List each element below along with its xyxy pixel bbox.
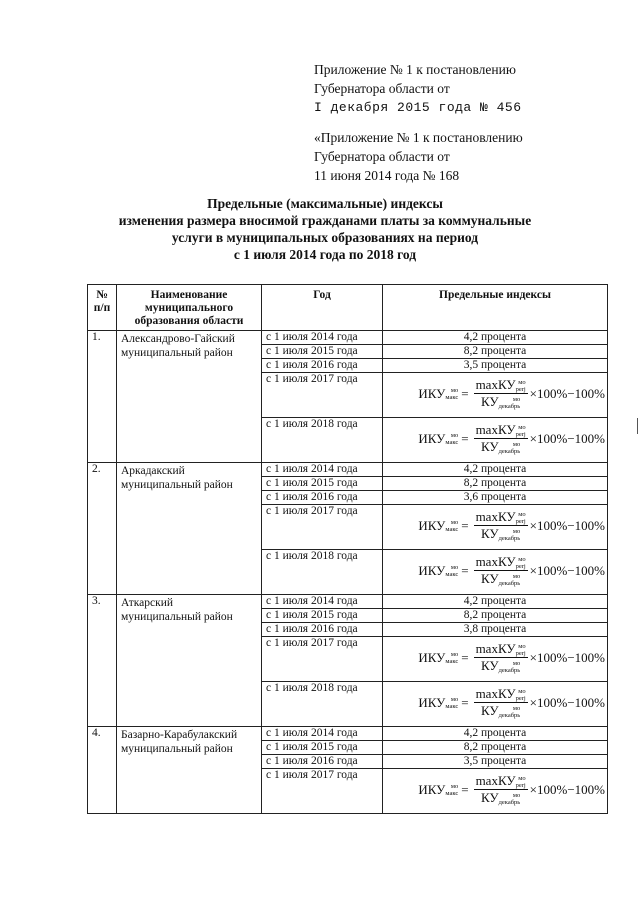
formula-index-stack: [516, 556, 526, 570]
formula-lhs: ИКУ: [418, 781, 446, 797]
year-cell: с 1 июля 2014 года: [262, 463, 383, 477]
index-value-cell: 8,2 процента: [383, 609, 608, 623]
table-body: [88, 331, 608, 814]
header-num: [88, 285, 117, 331]
formula-tail: ×100%−100%: [529, 385, 605, 401]
formula-subscript: реrj: [515, 782, 526, 790]
header-name-line2: муниципального: [144, 302, 234, 314]
formula-denominator: [479, 526, 522, 542]
appendix-header-old: [314, 128, 523, 185]
municipality-name: [117, 463, 262, 595]
formula-den-text: КУ: [480, 526, 499, 542]
index-value-cell: 3,6 процента: [383, 491, 608, 505]
formula-num-text: maxКУ: [475, 422, 516, 437]
formula-subscript: реrj: [515, 431, 526, 439]
index-value-cell: 8,2 процента: [383, 345, 608, 359]
formula-index-stack: [499, 660, 521, 674]
year-cell: с 1 июля 2016 года: [262, 359, 383, 373]
year-cell: с 1 июля 2016 года: [262, 755, 383, 769]
formula-den-text: КУ: [480, 571, 499, 587]
header-index: Предельные индексы: [383, 285, 608, 331]
year-cell: с 1 июля 2018 года: [262, 418, 383, 463]
formula-subscript: декабрь: [498, 580, 521, 588]
index-value-cell: 3,8 процента: [383, 623, 608, 637]
year-cell: с 1 июля 2015 года: [262, 477, 383, 491]
table-row: [88, 331, 608, 345]
formula: [418, 509, 605, 542]
formula-subscript: реrj: [515, 695, 526, 703]
header-name-line3: образования области: [134, 315, 244, 327]
formula-index-stack: [445, 696, 458, 710]
municipality-name-line2: муниципальный район: [121, 347, 233, 359]
formula-subscript: макс: [445, 657, 459, 665]
formula: [418, 773, 605, 806]
formula-index-stack: [445, 651, 458, 665]
title-line1: Предельные (максимальные) индексы: [207, 196, 443, 211]
formula-tail: ×100%−100%: [529, 517, 605, 533]
formula-subscript: декабрь: [498, 535, 521, 543]
formula-subscript: макс: [445, 525, 459, 533]
index-value-cell: 8,2 процента: [383, 477, 608, 491]
formula-den-text: КУ: [480, 439, 499, 455]
formula-index-stack: [499, 705, 521, 719]
formula-denominator: [479, 703, 522, 719]
year-cell: с 1 июля 2014 года: [262, 331, 383, 345]
formula-fraction: [474, 377, 528, 410]
formula: [418, 686, 605, 719]
row-number: 3.: [88, 595, 117, 727]
document-title: [60, 195, 590, 263]
formula-superscript: мо: [518, 775, 526, 783]
appendix-header-new: [314, 60, 522, 117]
header-num-line2: п/п: [93, 302, 111, 314]
formula-numerator: [474, 422, 528, 439]
formula-den-text: КУ: [480, 703, 499, 719]
formula-numerator: [474, 554, 528, 571]
formula-index-stack: [516, 775, 526, 789]
formula-superscript: мо: [518, 556, 526, 564]
formula-subscript: декабрь: [498, 712, 521, 720]
formula-denominator: [479, 790, 522, 806]
municipality-name: [117, 331, 262, 463]
formula-subscript: макс: [445, 393, 459, 401]
formula-fraction: [474, 773, 528, 806]
header-name-line1: Наименование: [150, 289, 228, 301]
municipality-name-line1: Аткарский: [121, 597, 174, 609]
formula-index-stack: [516, 424, 526, 438]
year-cell: с 1 июля 2016 года: [262, 491, 383, 505]
formula-lhs: ИКУ: [418, 430, 446, 446]
formula-denominator: [479, 439, 522, 455]
formula-den-text: КУ: [480, 394, 499, 410]
formula-fraction: [474, 554, 528, 587]
formula-subscript: макс: [445, 702, 459, 710]
formula: [418, 377, 605, 410]
formula-index-stack: [499, 441, 521, 455]
formula-lhs: ИКУ: [418, 517, 446, 533]
formula-superscript: мо: [512, 705, 521, 713]
formula-num-text: maxКУ: [475, 686, 516, 701]
formula-tail: ×100%−100%: [529, 430, 605, 446]
header-name: [117, 285, 262, 331]
formula-superscript: мо: [512, 528, 521, 536]
formula-superscript: мо: [518, 379, 526, 387]
year-cell: с 1 июля 2017 года: [262, 637, 383, 682]
year-cell: с 1 июля 2017 года: [262, 769, 383, 814]
formula-subscript: декабрь: [498, 403, 521, 411]
formula-superscript: мо: [450, 650, 459, 658]
header-new-line2: Губернатора области от: [314, 81, 450, 96]
formula-superscript: мо: [450, 782, 459, 790]
formula-superscript: мо: [512, 441, 521, 449]
formula-superscript: мо: [512, 660, 521, 668]
formula-num-text: maxКУ: [475, 554, 516, 569]
formula: [418, 641, 605, 674]
title-line4: с 1 июля 2014 года по 2018 год: [233, 247, 417, 262]
formula-tail: ×100%−100%: [529, 781, 605, 797]
formula-numerator: [474, 377, 528, 394]
formula-index-stack: [499, 528, 521, 542]
formula-lhs: ИКУ: [418, 649, 446, 665]
formula-num-text: maxКУ: [475, 641, 516, 656]
municipality-name-line1: Базарно-Карабулакский: [121, 729, 238, 741]
formula-subscript: реrj: [515, 386, 526, 394]
index-formula-cell: [383, 550, 608, 595]
formula-subscript: реrj: [515, 650, 526, 658]
title-line3: услуги в муниципальных образованиях на период: [171, 230, 479, 245]
formula-tail: ×100%−100%: [529, 562, 605, 578]
index-formula-cell: [383, 682, 608, 727]
municipality-name: [117, 727, 262, 814]
formula-index-stack: [516, 643, 526, 657]
formula-eq: =: [461, 694, 469, 710]
formula-lhs: ИКУ: [418, 385, 446, 401]
formula-fraction: [474, 641, 528, 674]
scan-edge-mark: [637, 418, 638, 434]
municipality-name: [117, 595, 262, 727]
index-value-cell: 4,2 процента: [383, 727, 608, 741]
formula-subscript: макс: [445, 789, 459, 797]
formula-index-stack: [445, 564, 458, 578]
formula-superscript: мо: [450, 431, 459, 439]
formula-tail: ×100%−100%: [529, 694, 605, 710]
formula-lhs: ИКУ: [418, 562, 446, 578]
formula-eq: =: [461, 517, 469, 533]
formula-fraction: [474, 422, 528, 455]
formula: [418, 422, 605, 455]
year-cell: с 1 июля 2016 года: [262, 623, 383, 637]
row-number: 4.: [88, 727, 117, 814]
formula-eq: =: [461, 649, 469, 665]
formula-num-text: maxКУ: [475, 773, 516, 788]
formula-index-stack: [516, 511, 526, 525]
municipality-name-line2: муниципальный район: [121, 479, 233, 491]
municipality-name-line2: муниципальный район: [121, 743, 233, 755]
index-formula-cell: [383, 769, 608, 814]
formula-numerator: [474, 509, 528, 526]
header-new-line3: I декабря 2015 года № 456: [314, 100, 522, 115]
index-value-cell: 4,2 процента: [383, 595, 608, 609]
index-value-cell: 8,2 процента: [383, 741, 608, 755]
index-value-cell: 4,2 процента: [383, 463, 608, 477]
header-old-line1: «Приложение № 1 к постановлению: [314, 130, 523, 145]
formula-numerator: [474, 686, 528, 703]
municipality-name-line1: Аркадакский: [121, 465, 185, 477]
formula: [418, 554, 605, 587]
formula-index-stack: [445, 783, 458, 797]
row-number: 2.: [88, 463, 117, 595]
formula-denominator: [479, 394, 522, 410]
formula-superscript: мо: [518, 688, 526, 696]
formula-index-stack: [499, 573, 521, 587]
formula-index-stack: [499, 792, 521, 806]
header-old-line3: 11 июня 2014 года № 168: [314, 168, 460, 183]
formula-superscript: мо: [518, 424, 526, 432]
formula-superscript: мо: [512, 573, 521, 581]
formula-superscript: мо: [512, 792, 521, 800]
year-cell: с 1 июля 2015 года: [262, 345, 383, 359]
header-new-line1: Приложение № 1 к постановлению: [314, 62, 516, 77]
formula-subscript: макс: [445, 570, 459, 578]
year-cell: с 1 июля 2018 года: [262, 682, 383, 727]
formula-subscript: реrj: [515, 563, 526, 571]
formula-subscript: декабрь: [498, 799, 521, 807]
formula-index-stack: [516, 688, 526, 702]
formula-subscript: декабрь: [498, 667, 521, 675]
formula-superscript: мо: [450, 695, 459, 703]
table-row: [88, 595, 608, 609]
formula-subscript: реrj: [515, 518, 526, 526]
year-cell: с 1 июля 2014 года: [262, 595, 383, 609]
year-cell: с 1 июля 2017 года: [262, 505, 383, 550]
formula-numerator: [474, 773, 528, 790]
formula-superscript: мо: [518, 643, 526, 651]
index-table: [87, 284, 608, 814]
table-row: [88, 727, 608, 741]
formula-fraction: [474, 686, 528, 719]
formula-den-text: КУ: [480, 658, 499, 674]
formula-eq: =: [461, 781, 469, 797]
table-row: [88, 463, 608, 477]
header-old-line2: Губернатора области от: [314, 149, 450, 164]
index-formula-cell: [383, 637, 608, 682]
index-value-cell: 4,2 процента: [383, 331, 608, 345]
formula-numerator: [474, 641, 528, 658]
formula-superscript: мо: [450, 386, 459, 394]
formula-superscript: мо: [512, 396, 521, 404]
index-formula-cell: [383, 505, 608, 550]
municipality-name-line2: муниципальный район: [121, 611, 233, 623]
year-cell: с 1 июля 2015 года: [262, 741, 383, 755]
title-line2: изменения размера вносимой гражданами платы за коммунальные: [118, 213, 532, 228]
municipality-name-line1: Александрово-Гайский: [121, 333, 235, 345]
formula-superscript: мо: [450, 518, 459, 526]
index-value-cell: 3,5 процента: [383, 755, 608, 769]
index-formula-cell: [383, 373, 608, 418]
formula-denominator: [479, 658, 522, 674]
table-header-row: [88, 285, 608, 331]
index-value-cell: 3,5 процента: [383, 359, 608, 373]
row-number: 1.: [88, 331, 117, 463]
formula-subscript: макс: [445, 438, 459, 446]
year-cell: с 1 июля 2017 года: [262, 373, 383, 418]
year-cell: с 1 июля 2015 года: [262, 609, 383, 623]
header-year: Год: [262, 285, 383, 331]
formula-index-stack: [445, 519, 458, 533]
formula-denominator: [479, 571, 522, 587]
formula-den-text: КУ: [480, 790, 499, 806]
formula-eq: =: [461, 430, 469, 446]
formula-index-stack: [516, 379, 526, 393]
formula-eq: =: [461, 562, 469, 578]
formula-superscript: мо: [450, 563, 459, 571]
header-num-line1: №: [96, 289, 108, 301]
formula-superscript: мо: [518, 511, 526, 519]
formula-eq: =: [461, 385, 469, 401]
year-cell: с 1 июля 2018 года: [262, 550, 383, 595]
formula-tail: ×100%−100%: [529, 649, 605, 665]
formula-num-text: maxКУ: [475, 377, 516, 392]
formula-index-stack: [445, 387, 458, 401]
formula-lhs: ИКУ: [418, 694, 446, 710]
formula-subscript: декабрь: [498, 448, 521, 456]
formula-index-stack: [445, 432, 458, 446]
formula-num-text: maxКУ: [475, 509, 516, 524]
formula-fraction: [474, 509, 528, 542]
formula-index-stack: [499, 396, 521, 410]
index-formula-cell: [383, 418, 608, 463]
year-cell: с 1 июля 2014 года: [262, 727, 383, 741]
